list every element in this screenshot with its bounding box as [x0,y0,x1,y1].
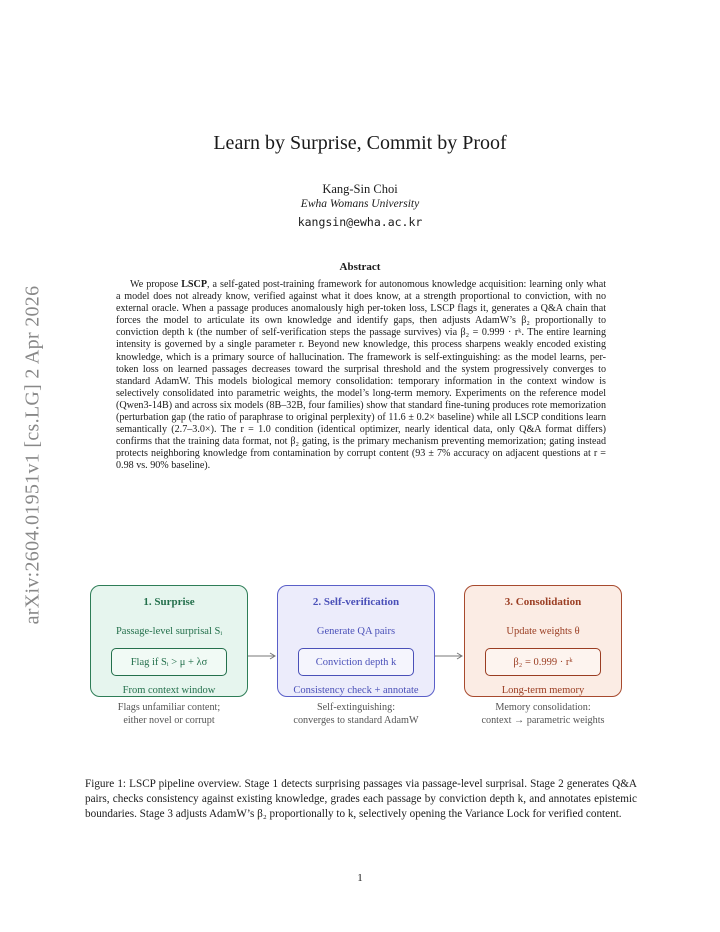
stage-note-line: either novel or corrupt [123,715,215,726]
stage-inner-text: Conviction depth k [315,656,397,668]
stage-note [453,701,633,727]
stage-line: Passage-level surprisal Sᵢ [115,626,223,637]
stage-line: From context window [122,685,216,696]
stage-inner-text: β₂ = 0.999 · rᵏ [513,656,573,668]
stage-self-verification-box [277,585,435,697]
stage-note-line: Self-extinguishing: [316,702,396,713]
page-number: 1 [357,872,363,884]
stage-consolidation-box [464,585,622,697]
arrow-right-icon [248,650,277,662]
author-name: Kang-Sin Choi [322,182,398,196]
stage-note-line: Flags unfamiliar content; [117,702,221,713]
stage-heading: 3. Consolidation [504,596,582,608]
paper-title: Learn by Surprise, Commit by Proof [213,132,507,154]
stage-heading: 1. Surprise [143,596,195,608]
abstract-body [116,279,606,473]
abstract-lead: We propose [130,279,182,290]
stage-note [79,701,259,727]
stage-inner-box [485,648,601,676]
stage-note-line: converges to standard AdamW [293,715,419,726]
arxiv-identifier-stamp [20,265,46,645]
abstract-framework-name: LSCP [181,279,208,290]
stage-note-line: Memory consolidation: [495,702,591,713]
stage-inner-text: Flag if Sᵢ > μ + λσ [130,656,208,668]
stage-inner-box [111,648,227,676]
abstract-text: , a self-gated post-training framework for autonomous knowledge acquisition: learning only what a model does not already know, verified against what it does know, at a strength proportional to conviction, with no external oracle. When a passage produces anomalously high per-token loss, LSCP flags it, generates a Q&A chain that forces the model to articulate its own knowledge and identify gaps, then adjusts AdamW’s β₂ proportionally to conviction depth k (the number of self-verification steps the passage survives) via β₂ = 0.999 · rᵏ. The entire learning intensity is governed by a single parameter r. Beyond new knowledge, this process sharpens weakly encoded existing knowledge, which is a primary source of hallucination. The framework is self-extinguishing: as the model learns, per-token loss on learned passages decreases toward the surprisal threshold and the system progressively converges to standard AdamW. This models biological memory consolidation: temporary information in the context window is selectively consolidated into parametric weights, the model’s long-term memory. Experiments on the reference model (Qwen3-14B) and across six models (8B–32B, four families) show that standard fine-tuning produces rote memorization (perturbation gap (the ratio of paraphrase to original perplexity) of 11.6 ± 0.2× baseline) while all LSCP conditions learn semantically (2.7–3.0×). The r = 1.0 condition (identical optimizer, nearly identical data, only Q&A format differs) confirms that the training data format, not β₂ gating, is the primary mechanism preventing memorization; gating instead protects neighboring knowledge from contamination by corrupt content (93 ± 7% accuracy on adjacent questions at r = 0.98 vs. 90% baseline). [116,279,607,472]
figure-caption: Figure 1: LSCP pipeline overview. Stage 1 detects surprising passages via passage-level surprisal. Stage 2 generates Q&A pairs, checks consistency against existing knowledge, grades each passage by conviction depth k, and annotates epistemic boundaries. Stage 3 adjusts AdamW’s β₂ proportionally to k, selectively opening the Variance Lock for verified content. [85,778,637,820]
stage-line: Long-term memory [501,685,585,696]
abstract-heading: Abstract [339,261,381,273]
stage-heading: 2. Self-verification [312,596,400,608]
stage-note [266,701,446,727]
author-email: kangsin@ewha.ac.kr [297,215,423,229]
arrow-right-icon [435,650,464,662]
stage-line: Generate QA pairs [316,626,396,637]
stage-surprise-box [90,585,248,697]
author-affiliation: Ewha Womans University [300,198,420,210]
stage-line: Consistency check + annotate [293,685,419,696]
stage-note-line: context → parametric weights [481,715,605,726]
stage-line: Update weights θ [506,626,580,637]
stage-inner-box [298,648,414,676]
arxiv-identifier-text: arXiv:2604.01951v1 [cs.LG] 2 Apr 2026 [21,285,44,625]
